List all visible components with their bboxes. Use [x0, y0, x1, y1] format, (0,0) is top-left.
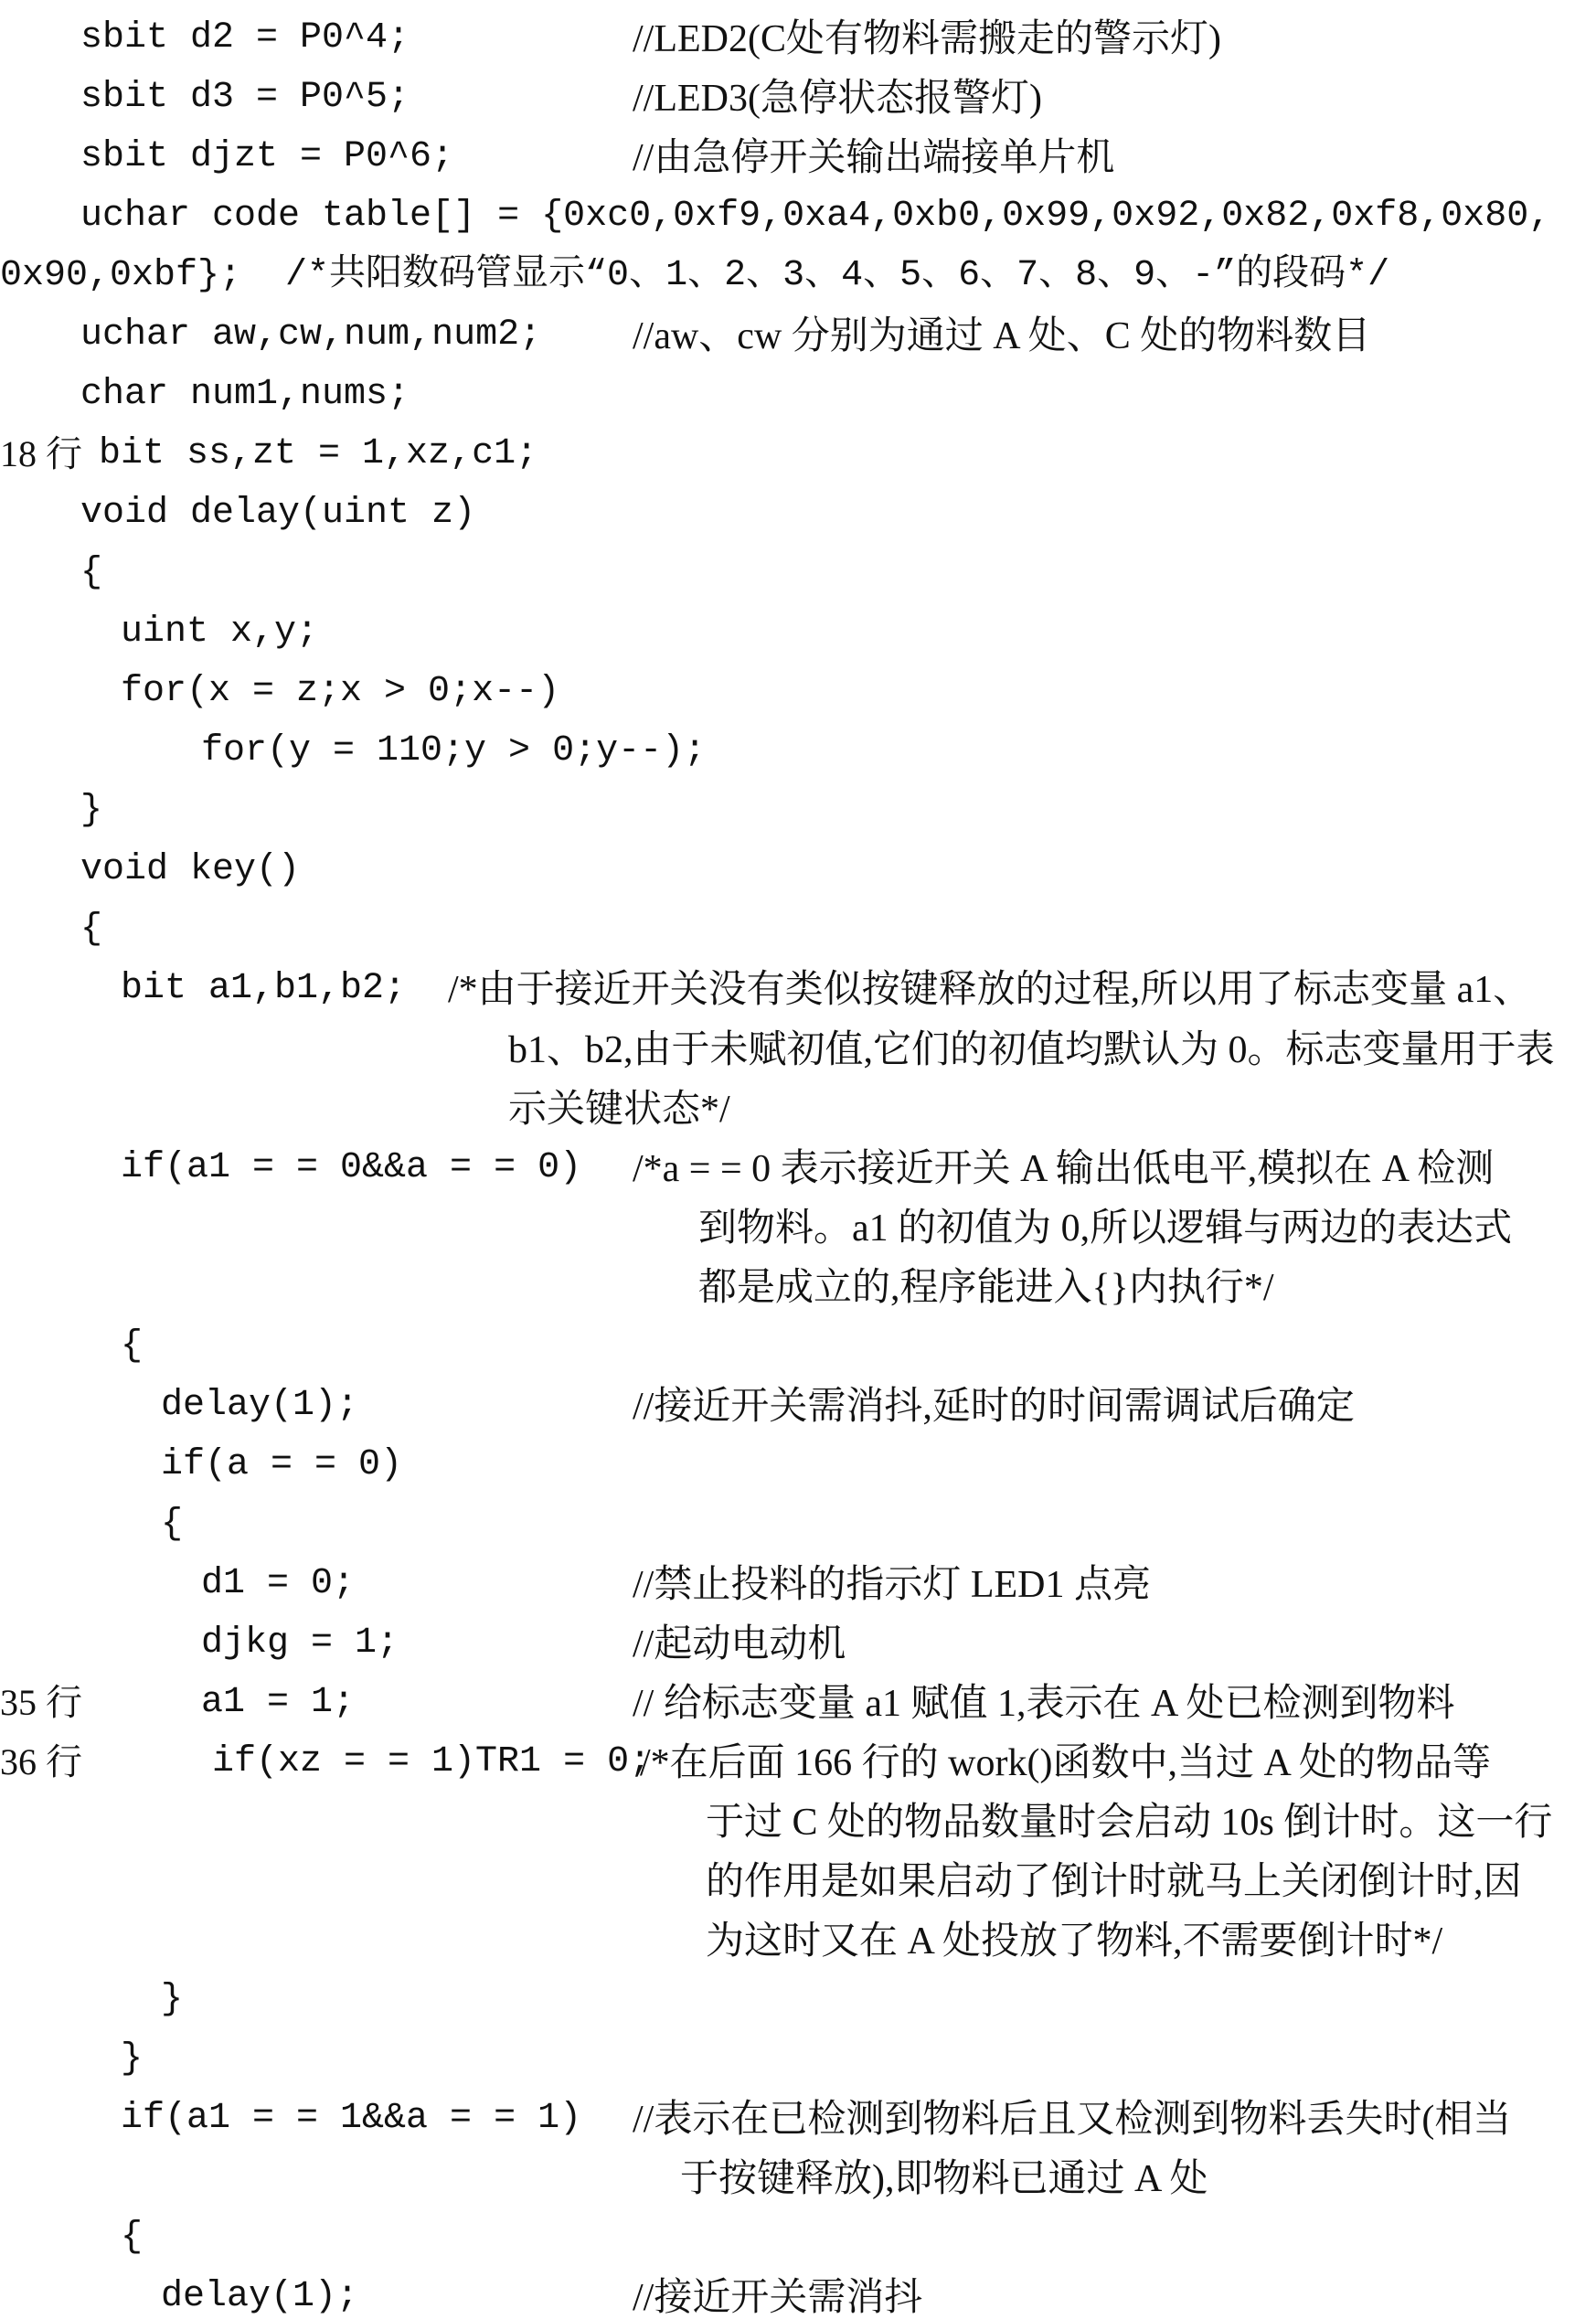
code-comment: 都是成立的,程序能进入{}内执行*/ — [698, 1267, 1274, 1309]
code-comment: 于过 C 处的物品数量时会启动 10s 倒计时。这一行 — [706, 1802, 1553, 1844]
code-line: djkg = 1; — [201, 1622, 399, 1664]
code-line: delay(1); — [161, 2276, 359, 2317]
code-line: sbit d3 = P0^5; — [80, 77, 410, 118]
line-number-label: 36 行 — [0, 1741, 82, 1782]
code-line: { — [121, 2217, 144, 2258]
code-line: } — [121, 2038, 144, 2080]
code-comment: //由急停开关输出端接单片机 — [633, 137, 1115, 179]
code-comment: //接近开关需消抖,延时的时间需调试后确定 — [633, 1386, 1355, 1428]
code-line: a1 = 1; — [201, 1682, 356, 1723]
code-line: if(a1 = = 1&&a = = 1) — [121, 2098, 582, 2139]
code-line: bit ss,zt = 1,xz,c1; — [99, 433, 538, 474]
code-line: } — [161, 1979, 184, 2020]
code-line: void delay(uint z) — [80, 493, 476, 534]
code-line: if(xz = = 1)TR1 = 0; — [212, 1741, 652, 1782]
code-comment: 的作用是如果启动了倒计时就马上关闭倒计时,因 — [706, 1861, 1522, 1903]
code-comment: //禁止投料的指示灯 LED1 点亮 — [633, 1564, 1151, 1606]
code-line: { — [121, 1325, 144, 1367]
code-comment: /*由于接近开关没有类似按键释放的过程,所以用了标志变量 a1、 — [448, 969, 1532, 1011]
code-comment: //LED3(急停状态报警灯) — [633, 78, 1042, 120]
line-number-label: 35 行 — [0, 1682, 82, 1723]
code-line: if(a = = 0) — [161, 1444, 403, 1485]
code-comment: 到物料。a1 的初值为 0,所以逻辑与两边的表达式 — [698, 1207, 1513, 1250]
code-line: delay(1); — [161, 1385, 359, 1426]
code-line: sbit d2 = P0^4; — [80, 17, 410, 59]
code-line: } — [80, 790, 103, 831]
code-comment: //aw、cw 分别为通过 A 处、C 处的物料数目 — [633, 315, 1371, 357]
code-comment: 于按键释放),即物料已通过 A 处 — [680, 2158, 1208, 2200]
code-comment: //LED2(C处有物料需搬走的警示灯) — [633, 18, 1221, 60]
code-line: 0x90,0xbf}; /*共阳数码管显示“0、1、2、3、4、5、6、7、8、9、-”的段码*/ — [0, 255, 1390, 296]
code-comment: //接近开关需消抖 — [633, 2277, 923, 2319]
code-comment: //起动电动机 — [633, 1623, 846, 1665]
code-line: void key() — [80, 849, 301, 890]
code-comment: //表示在已检测到物料后且又检测到物料丢失时(相当 — [633, 2099, 1512, 2141]
code-comment: /*a = = 0 表示接近开关 A 输出低电平,模拟在 A 检测 — [633, 1148, 1495, 1190]
code-line: uchar aw,cw,num,num2; — [80, 314, 542, 356]
code-line: sbit djzt = P0^6; — [80, 136, 454, 177]
code-line: uint x,y; — [121, 612, 319, 653]
code-comment: 示关键状态*/ — [508, 1089, 730, 1131]
code-comment: // 给标志变量 a1 赋值 1,表示在 A 处已检测到物料 — [633, 1683, 1455, 1725]
code-line: for(y = 110;y > 0;y--); — [201, 730, 707, 771]
code-line: { — [161, 1504, 184, 1545]
code-line: d1 = 0; — [201, 1563, 356, 1604]
code-line: { — [80, 909, 103, 950]
code-comment: b1、b2,由于未赋初值,它们的初值均默认为 0。标志变量用于表 — [508, 1029, 1555, 1071]
code-line: for(x = z;x > 0;x--) — [121, 671, 560, 712]
line-number-label: 18 行 — [0, 433, 82, 474]
code-line: bit a1,b1,b2; — [121, 968, 407, 1009]
code-comment: 为这时又在 A 处投放了物料,不需要倒计时*/ — [706, 1920, 1443, 1963]
code-line: uchar code table[] = {0xc0,0xf9,0xa4,0xb0,0x99,0x92,0x82,0xf8,0x80, — [80, 196, 1551, 237]
code-line: { — [80, 552, 103, 593]
code-line: if(a1 = = 0&&a = = 0) — [121, 1147, 582, 1188]
code-line: char num1,nums; — [80, 374, 410, 415]
code-comment: /*在后面 166 行的 work()函数中,当过 A 处的物品等 — [640, 1742, 1491, 1784]
